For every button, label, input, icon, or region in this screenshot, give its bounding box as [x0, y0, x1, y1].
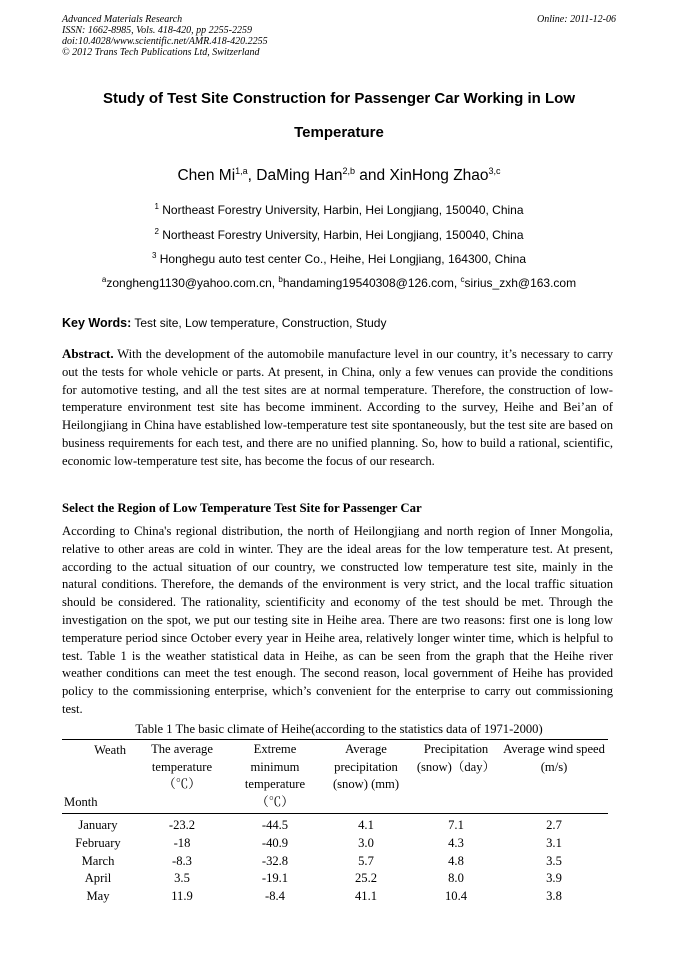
table-cell: 25.2 [354, 871, 378, 886]
author-separator: and [354, 167, 390, 184]
table-cell: 4.3 [448, 835, 464, 850]
section-paragraph: According to China's regional distribution, the north of Heilongjiang and north region of Inner Mongolia, relative to other areas are cold in winter. They are the ideal areas for the low temperature test. At present, according to the actual situation of our country, we constructed low temperature test site, mainly in the natural conditions. Therefore, the demands of the environment is very strict, and the local traffic situation should be considered. The rationality, scientificity and economy of the test should be met. Through the investigation on the spot, we put our testing site in Heihe area. There are two reasons: first one is long low temperature period since October every year in Heihe area, relatively longer winter time, which is helpful to test. Table 1 is the weather statistical data in Heihe, as can be seen from the graph that the Heihe river weather conditions can meet the test enough. The second reason, local government of Heihe has provided policy to the commissioning enterprise, which’s convenient for the enterprise to carry out commissioning test. [62, 524, 613, 716]
email-superscript: a [101, 275, 107, 284]
table-cell: 3.5 [174, 871, 190, 886]
table-cell: 3.1 [546, 835, 562, 850]
month-cell: May [86, 889, 110, 904]
author-superscript: 1,a [235, 165, 248, 176]
table-caption: Table 1 The basic climate of Heihe(according to the statistics data of 1971-2000) [135, 722, 543, 736]
table-cell: -18 [173, 835, 191, 850]
affiliation-superscript: 1 [154, 202, 159, 211]
author-list [62, 167, 616, 185]
author-superscript: 3,c [488, 165, 501, 176]
affiliation-text: Northeast Forestry University, Harbin, Hei Longjiang, 150040, China [158, 203, 524, 217]
table-cell: -40.9 [261, 835, 289, 850]
online-date: Online: 2011-12-06 [537, 14, 616, 25]
affiliation-1 [62, 203, 616, 217]
affiliation-superscript: 3 [151, 251, 157, 260]
abstract-label: Abstract. [62, 346, 114, 361]
author-name: DaMing Han [256, 167, 343, 184]
email-superscript: b [278, 275, 283, 284]
column-header: Average precipitation (snow) (mm) [332, 742, 400, 791]
table-cell: 41.1 [354, 889, 378, 904]
issn-line: ISSN: 1662-8985, Vols. 418-420, pp 2255-2259 [62, 25, 252, 36]
column-header: The average temperature （℃） [151, 742, 213, 791]
table-cell: 3.5 [546, 853, 562, 868]
affiliation-2 [62, 228, 616, 242]
table-row [62, 835, 608, 853]
affiliation-text: Honghegu auto test center Co., Heihe, Hei Longjiang, 164300, China [156, 252, 527, 266]
table-cell: 3.9 [546, 871, 562, 886]
table-cell: 3.0 [358, 835, 374, 850]
author-superscript: 2,b [342, 165, 355, 176]
corner-top-label: Weath [94, 743, 126, 757]
table-cell: 7.1 [448, 818, 464, 832]
table-cell: 3.8 [546, 889, 562, 904]
table-cell: -8.4 [265, 889, 285, 904]
month-cell: March [81, 853, 115, 868]
journal-name: Advanced Materials Research [62, 14, 183, 25]
author-name: Chen Mi [177, 167, 236, 184]
copyright-line: © 2012 Trans Tech Publications Ltd, Switzerland [62, 47, 260, 58]
table-row [62, 870, 608, 888]
column-header: Average wind speed (m/s) [503, 742, 605, 774]
table-cell: -44.5 [261, 818, 289, 832]
table-cell: 8.0 [448, 871, 464, 886]
abstract-paragraph [62, 345, 613, 471]
table-row [62, 853, 608, 871]
doi-line: doi:10.4028/www.scientific.net/AMR.418-420.2255 [62, 36, 268, 47]
table-cell: 4.1 [358, 818, 374, 832]
table-cell: 4.8 [448, 853, 464, 868]
table-corner-cell [62, 740, 134, 814]
column-header: Precipitation (snow)（day） [416, 742, 496, 774]
table-cell: -19.1 [261, 871, 289, 886]
abstract-text: With the development of the automobile manufacture level in our country, it’s necessary to carry out the tests for whole vehicle or parts. At present, in China, only a few venues can provide the conditions for automotive testing, and all the test sites are at normal temperature. Therefore, the construction of low-temperature environment test site has become imminent. According to the survey, Heihe and Bei’an of Heilongjiang in China have established low-temperature test site spontaneously, but the test site are based on business requirements for each test, and there are no unified planning. So, how to build a rational, scientific, economic low-temperature test site, has become the focus of our research. [62, 347, 613, 468]
table-cell: -23.2 [168, 818, 196, 832]
keywords-text: Test site, Low temperature, Construction, Study [131, 316, 387, 330]
table-row [62, 814, 608, 835]
table-cell: -8.3 [172, 853, 192, 868]
affiliation-text: Northeast Forestry University, Harbin, Hei Longjiang, 150040, China [158, 228, 524, 242]
table-header-row [62, 740, 608, 814]
table-cell: 11.9 [171, 889, 193, 904]
paper-title-line-1: Study of Test Site Construction for Passenger Car Working in Low [103, 90, 575, 107]
email-superscript: c [460, 275, 465, 284]
affiliation-superscript: 2 [154, 227, 159, 236]
climate-table [62, 739, 608, 906]
author-separator: , [247, 167, 257, 184]
author-name: XinHong Zhao [389, 167, 489, 184]
table-cell: 10.4 [444, 889, 468, 904]
month-cell: January [78, 818, 118, 832]
author-emails [62, 276, 616, 290]
table-cell: 5.7 [358, 853, 374, 868]
table-cell: -32.8 [261, 853, 289, 868]
journal-header [62, 14, 616, 58]
keywords [62, 316, 616, 330]
email-link[interactable]: sirius_zxh@163.com [464, 276, 577, 290]
table-row [62, 888, 608, 906]
paper-title-line-2: Temperature [294, 124, 384, 141]
column-header: Extreme minimum temperature （℃） [244, 742, 306, 809]
month-cell: April [84, 871, 112, 886]
keywords-label: Key Words: [62, 316, 132, 330]
corner-bottom-label: Month [64, 794, 98, 809]
table-cell: 2.7 [546, 818, 562, 832]
month-cell: February [75, 835, 121, 850]
email-link[interactable]: zongheng1130@yahoo.com.cn, [106, 276, 279, 290]
affiliation-3 [62, 252, 616, 266]
email-link[interactable]: handaming19540308@126.com, [282, 276, 461, 290]
section-heading: Select the Region of Low Temperature Test Site for Passenger Car [62, 501, 422, 515]
